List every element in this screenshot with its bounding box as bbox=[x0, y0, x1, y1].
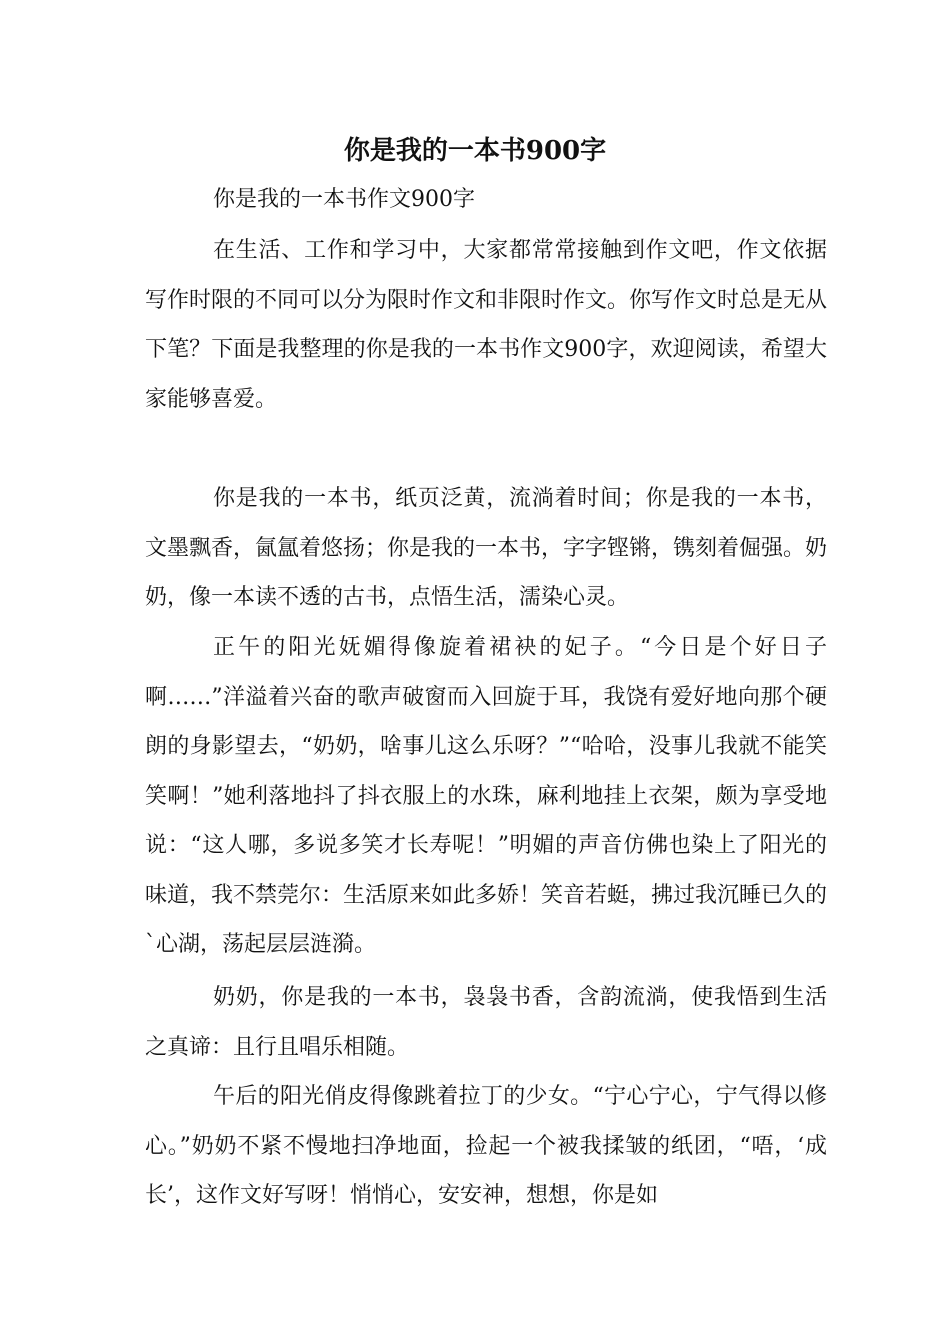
paragraph-intro: 在生活、工作和学习中，大家都常常接触到作文吧，作文依据写作时限的不同可以分为限时作文和非限时作文。你写作文时总是无从下笔？下面是我整理的你是我的一本书作文900字，欢迎阅读，希望大家能够喜爱。 bbox=[145, 238, 828, 412]
document-subtitle: 你是我的一本书作文900字 bbox=[213, 187, 475, 212]
paragraph-book-metaphor: 你是我的一本书，纸页泛黄，流淌着时间；你是我的一本书，文墨飘香，氤氲着悠扬；你是我的一本书，字字铿锵，镌刻着倔强。奶奶，像一本读不透的古书，点悟生活，濡染心灵。 bbox=[145, 486, 828, 610]
paragraph-life-truth: 奶奶，你是我的一本书，袅袅书香，含韵流淌，使我悟到生活之真谛：且行且唱乐相随。 bbox=[145, 985, 827, 1060]
paragraph-afternoon-sunlight: 午后的阳光俏皮得像跳着拉丁的少女。“宁心宁心，宁气得以修心。”奶奶不紧不慢地扫净地面，捡起一个被我揉皱的纸团，“唔，‘成长’，这作文好写呀！悄悄心，安安神，想想，你是如 bbox=[145, 1084, 827, 1208]
paragraph-noon-sunlight: 正午的阳光妩媚得像旋着裙袂的妃子。“今日是个好日子啊……”洋溢着兴奋的歌声破窗而入回旋于耳，我饶有爱好地向那个硬朗的身影望去，“奶奶，啥事儿这么乐呀？”“哈哈，没事儿我就不能笑笑啊！”她利落地抖了抖衣服上的水珠，麻利地挂上衣架，颇为享受地说：“这人哪，多说多笑才长寿呢！”明媚的声音仿佛也染上了阳光的味道，我不禁莞尔：生活原来如此多娇！笑音若蜓，拂过我沉睡已久的`心湖，荡起层层涟漪。 bbox=[145, 635, 828, 957]
document-title: 你是我的一本书900字 bbox=[343, 136, 607, 166]
